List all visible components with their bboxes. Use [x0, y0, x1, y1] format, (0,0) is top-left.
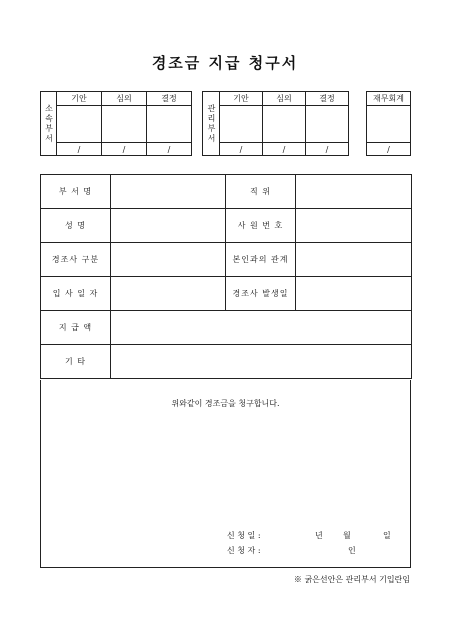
signature-cell[interactable]	[102, 106, 147, 143]
label-event-date: 경조사 발생일	[226, 277, 296, 311]
signature-cell[interactable]	[306, 106, 349, 143]
label-amount: 지 급 액	[41, 311, 111, 345]
signature-cell[interactable]	[147, 106, 192, 143]
date-slash: /	[306, 143, 349, 156]
approval-box-management	[202, 91, 349, 156]
label-relation: 본인과의 관계	[226, 243, 296, 277]
name-field[interactable]	[111, 209, 226, 243]
relation-field[interactable]	[296, 243, 412, 277]
signature-cell[interactable]	[367, 106, 411, 143]
day-label: 일	[383, 531, 391, 540]
label-event-type: 경조사 구분	[41, 243, 111, 277]
label-position: 직 위	[226, 175, 296, 209]
approval-header-finance: 재무회계	[367, 92, 411, 106]
request-text: 위와같이 경조금을 청구합니다.	[171, 399, 280, 408]
label-employee-no: 사 원 번 호	[226, 209, 296, 243]
footnote: ※ 굵은선안은 관리부서 기입란임	[293, 575, 410, 584]
date-slash: /	[220, 143, 263, 156]
position-field[interactable]	[296, 175, 412, 209]
request-section	[40, 380, 411, 568]
signature-cell[interactable]	[57, 106, 102, 143]
employee-no-field[interactable]	[296, 209, 412, 243]
label-other: 기 타	[41, 345, 111, 379]
date-slash: /	[367, 143, 411, 156]
dept-name-field[interactable]	[111, 175, 226, 209]
seal-label: 인	[348, 546, 356, 555]
approval-box-department	[40, 91, 192, 156]
approval-header-draft: 기안	[220, 92, 263, 106]
approval-side-label: 관리부서	[203, 92, 220, 156]
page-title: 경조금 지급 청구서	[151, 54, 299, 72]
approval-side-label: 소속부서	[41, 92, 57, 156]
label-join-date: 입 사 일 자	[41, 277, 111, 311]
other-field[interactable]	[111, 345, 412, 379]
amount-field[interactable]	[111, 311, 412, 345]
label-dept-name: 부 서 명	[41, 175, 111, 209]
date-slash: /	[147, 143, 192, 156]
signature-cell[interactable]	[220, 106, 263, 143]
approval-box-finance	[366, 91, 411, 156]
date-slash: /	[102, 143, 147, 156]
approval-header-review: 심의	[263, 92, 306, 106]
claim-form-table	[40, 174, 412, 379]
date-slash: /	[57, 143, 102, 156]
event-date-field[interactable]	[296, 277, 412, 311]
approval-header-review: 심의	[102, 92, 147, 106]
month-label: 월	[343, 531, 351, 540]
date-slash: /	[263, 143, 306, 156]
approval-header-decision: 결정	[147, 92, 192, 106]
approval-header-decision: 결정	[306, 92, 349, 106]
apply-date-label: 신 청 일 :	[227, 531, 261, 540]
applicant-label: 신 청 자 :	[227, 546, 261, 555]
event-type-field[interactable]	[111, 243, 226, 277]
signature-cell[interactable]	[263, 106, 306, 143]
label-name: 성 명	[41, 209, 111, 243]
approval-header-draft: 기안	[57, 92, 102, 106]
join-date-field[interactable]	[111, 277, 226, 311]
year-label: 년	[315, 531, 323, 540]
